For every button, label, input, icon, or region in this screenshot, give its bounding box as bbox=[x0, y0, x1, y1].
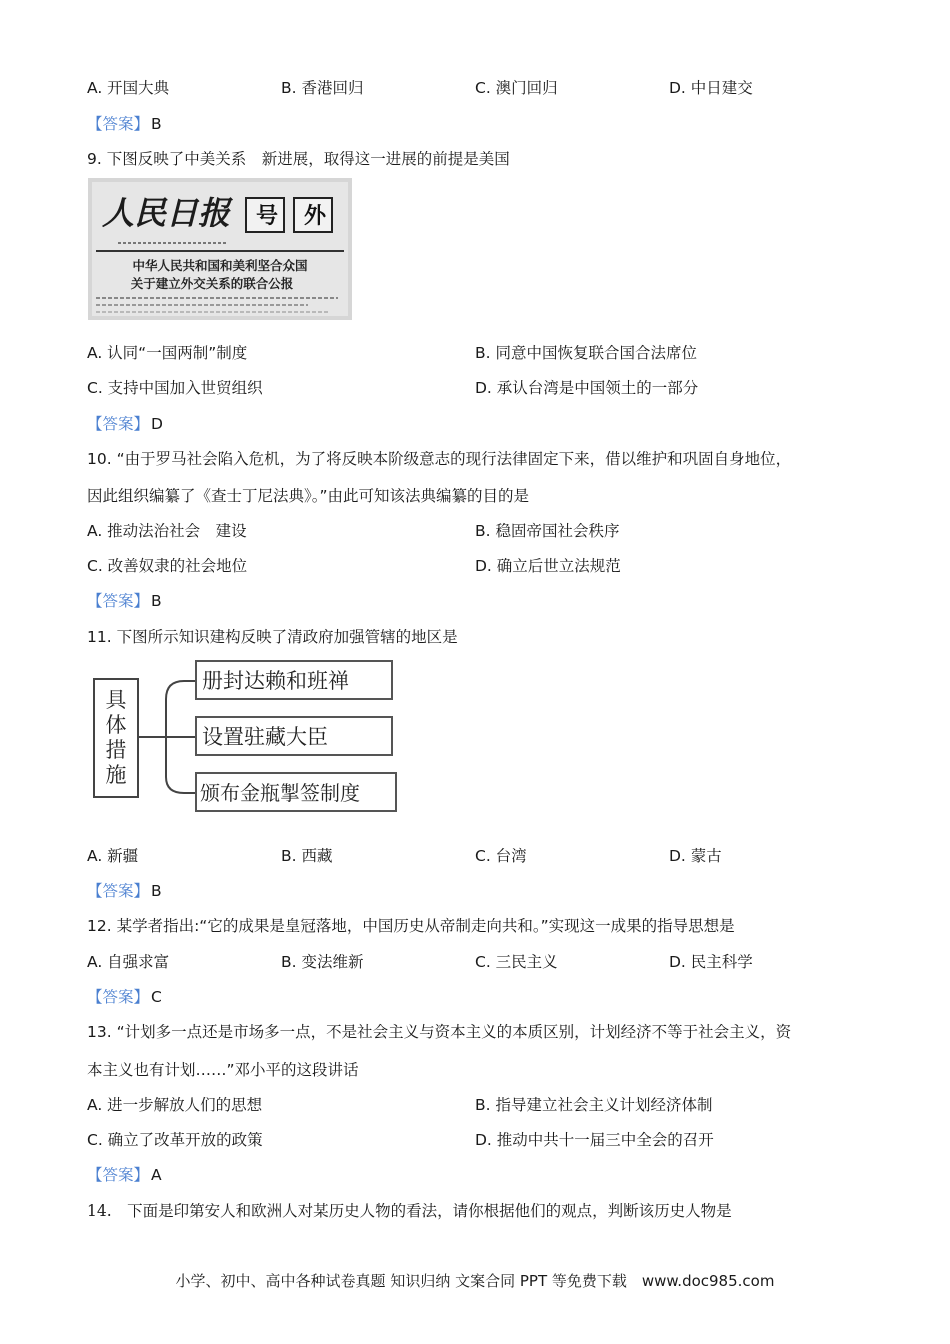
q8-option-c: C. 澳门回归 bbox=[475, 79, 558, 97]
q11-stem: 11. 下图所示知识建构反映了清政府加强管辖的地区是 bbox=[87, 628, 458, 646]
q12-option-d: D. 民主科学 bbox=[669, 953, 753, 971]
newspaper-headline-2: 关于建立外交关系的联合公报 bbox=[130, 276, 294, 291]
q13-option-b: B. 指导建立社会主义计划经济体制 bbox=[475, 1096, 713, 1114]
q9-option-a: A. 认同“一国两制”制度 bbox=[87, 344, 248, 362]
q12-answer: 【答案】 C bbox=[87, 988, 162, 1006]
q8-option-b: B. 香港回归 bbox=[281, 79, 364, 97]
newspaper-extra-label: 号 bbox=[256, 204, 279, 229]
q13-option-d: D. 推动中共十一届三中全会的召开 bbox=[475, 1131, 714, 1149]
diagram-root-char-2: 体 bbox=[105, 713, 127, 737]
newspaper-masthead: 人民日报 bbox=[102, 194, 231, 232]
q9-answer: 【答案】 D bbox=[87, 415, 163, 433]
q8-option-a: A. 开国大典 bbox=[87, 79, 170, 97]
q10-stem-line1: 10. “由于罗马社会陷入危机，为了将反映本阶级意志的现行法律固定下来，借以维护和巩固自身地位， bbox=[87, 450, 792, 468]
q12-option-b: B. 变法维新 bbox=[281, 953, 364, 971]
diagram-branch-2: 设置驻藏大臣 bbox=[202, 725, 328, 749]
q10-option-c: C. 改善奴隶的社会地位 bbox=[87, 557, 248, 575]
diagram-branch-3: 颁布金瓶掣签制度 bbox=[200, 781, 360, 805]
q10-option-b: B. 稳固帝国社会秩序 bbox=[475, 522, 620, 540]
q10-option-a: A. 推动法治社会 建设 bbox=[87, 522, 247, 540]
q11-option-b: B. 西藏 bbox=[281, 847, 333, 865]
q10-option-d: D. 确立后世立法规范 bbox=[475, 557, 621, 575]
q13-answer: 【答案】 A bbox=[87, 1166, 162, 1184]
q8-answer: 【答案】 B bbox=[87, 115, 162, 133]
q11-answer: 【答案】 B bbox=[87, 882, 162, 900]
q9-stem: 9. 下图反映了中美关系 新进展，取得这一进展的前提是美国 bbox=[87, 150, 510, 168]
q13-option-c: C. 确立了改革开放的政策 bbox=[87, 1131, 263, 1149]
q11-diagram bbox=[88, 655, 400, 819]
diagram-root-char-1: 具 bbox=[105, 688, 127, 712]
page-footer: 小学、初中、高中各种试卷真题 知识归纳 文案合同 PPT 等免费下载 www.doc985.com bbox=[175, 1272, 775, 1290]
newspaper-headline-1: 中华人民共和国和美利坚合众国 bbox=[132, 258, 308, 273]
q10-answer: 【答案】 B bbox=[87, 592, 162, 610]
q12-stem: 12. 某学者指出:“它的成果是皇冠落地，中国历史从帝制走向共和。”实现这一成果的指导思想是 bbox=[87, 917, 735, 935]
diagram-branch-1: 册封达赖和班禅 bbox=[202, 669, 349, 693]
q11-option-c: C. 台湾 bbox=[475, 847, 527, 865]
q9-option-b: B. 同意中国恢复联合国合法席位 bbox=[475, 344, 697, 362]
q12-option-a: A. 自强求富 bbox=[87, 953, 170, 971]
q11-option-a: A. 新疆 bbox=[87, 847, 139, 865]
q9-newspaper-image bbox=[88, 178, 352, 324]
q10-stem-line2: 因此组织编纂了《查士丁尼法典》。”由此可知该法典编纂的目的是 bbox=[87, 487, 530, 505]
q13-option-a: A. 进一步解放人们的思想 bbox=[87, 1096, 263, 1114]
q9-option-d: D. 承认台湾是中国领土的一部分 bbox=[475, 379, 699, 397]
q13-stem-line1: 13. “计划多一点还是市场多一点，不是社会主义与资本主义的本质区别，计划经济不等于社会主义，资 bbox=[87, 1023, 792, 1041]
q9-option-c: C. 支持中国加入世贸组织 bbox=[87, 379, 263, 397]
svg-text:外: 外 bbox=[304, 204, 327, 229]
q14-stem: 14. 下面是印第安人和欧洲人对某历史人物的看法，请你根据他们的观点，判断该历史人物是 bbox=[87, 1202, 732, 1220]
q12-option-c: C. 三民主义 bbox=[475, 953, 558, 971]
q8-option-d: D. 中日建交 bbox=[669, 79, 753, 97]
diagram-root-char-4: 施 bbox=[105, 763, 127, 787]
q11-option-d: D. 蒙古 bbox=[669, 847, 722, 865]
q13-stem-line2: 本主义也有计划……”邓小平的这段讲话 bbox=[87, 1061, 359, 1079]
diagram-root-char-3: 措 bbox=[105, 738, 127, 762]
